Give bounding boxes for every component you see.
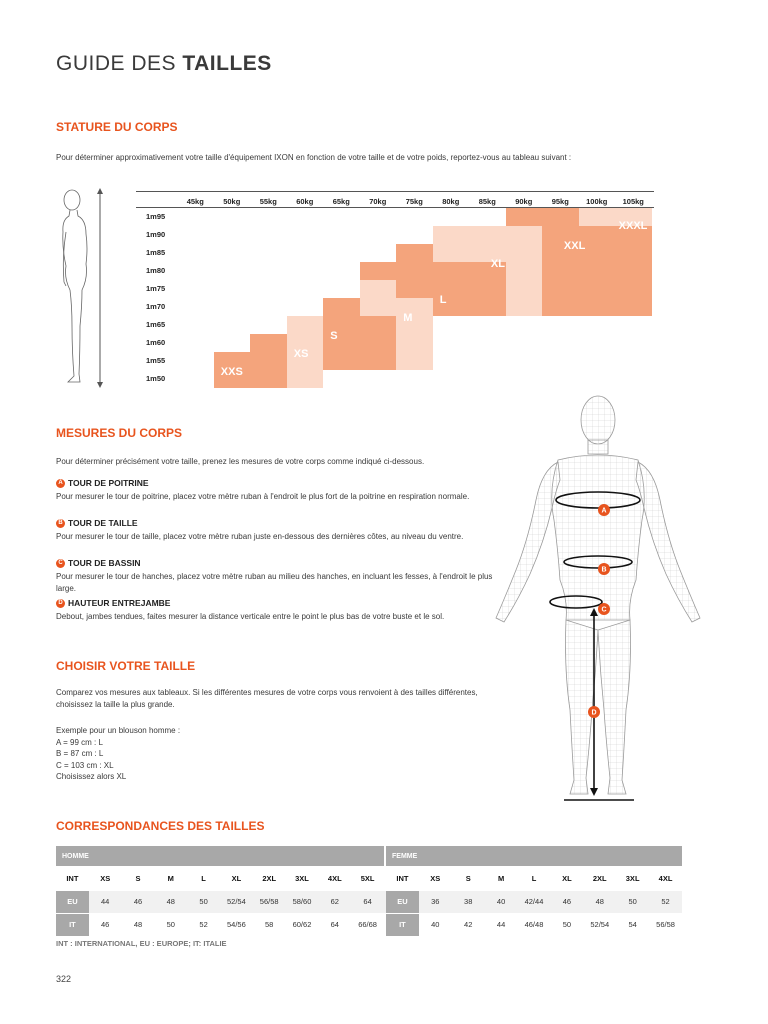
- table-cell: 50: [628, 897, 637, 906]
- table-cell: 52/54: [227, 897, 246, 906]
- table-cell: 3XL: [295, 874, 309, 883]
- table-cell: XS: [430, 874, 441, 883]
- marker-b-text: B: [601, 566, 607, 574]
- weight-label: 60kg: [296, 197, 314, 206]
- table-cell: 44: [496, 920, 506, 929]
- measure-a-title: [56, 478, 149, 488]
- table-cell: 56/58: [259, 897, 279, 906]
- table-footnote: INT : INTERNATIONAL, EU : EUROPE; IT: ITALIE: [56, 939, 227, 948]
- choisir-example: [56, 725, 256, 783]
- measure-a-text: Pour mesurer le tour de poitrine, placez votre mètre ruban à l'endroit le plus fort de la poitrine en respiration normale.: [56, 492, 470, 501]
- page-title-bold: TAILLES: [182, 52, 272, 75]
- height-label: 1m70: [146, 302, 166, 311]
- weight-label: 50kg: [223, 197, 241, 206]
- badge-d-icon: D: [56, 599, 65, 608]
- table-cell: XS: [100, 874, 111, 883]
- table-cell: 56/58: [656, 920, 675, 929]
- example-line: A = 99 cm : L: [56, 737, 103, 747]
- example-line: C = 103 cm : XL: [56, 760, 114, 770]
- height-label: 1m50: [146, 374, 166, 383]
- weight-label: 85kg: [478, 197, 496, 206]
- stature-intro: Pour déterminer approximativement votre taille d'équipement IXON en fonction de votre taille et de votre poids, reportez-vous au tableau suivant :: [56, 153, 572, 162]
- table-cell: 46: [562, 897, 572, 906]
- table-cell: 42: [464, 920, 473, 929]
- table-cell: 3XL: [625, 874, 640, 883]
- size-block-xs: [287, 316, 324, 334]
- table-row-it: [56, 914, 682, 936]
- body-silhouette-icon: [52, 186, 112, 396]
- femme-group-header: FEMME: [386, 846, 682, 866]
- height-label: 1m80: [146, 266, 166, 275]
- measure-c-label: TOUR DE BASSIN: [68, 558, 141, 568]
- row-header: IT: [56, 914, 89, 936]
- table-cell: 5XL: [360, 874, 375, 883]
- table-cell: L: [201, 874, 206, 883]
- homme-group-header: HOMME: [56, 846, 384, 866]
- height-label: 1m75: [146, 284, 166, 293]
- table-cell: 38: [464, 897, 473, 906]
- stature-chart: [136, 191, 654, 391]
- table-row-int: [56, 868, 682, 890]
- table-cell: 54/56: [227, 920, 246, 929]
- example-line: B = 87 cm : L: [56, 749, 104, 758]
- table-cell: M: [167, 874, 174, 883]
- marker-c-text: C: [601, 606, 607, 614]
- badge-c-icon: C: [56, 559, 65, 568]
- weight-label: 65kg: [332, 197, 350, 206]
- table-cell: 40: [496, 897, 506, 906]
- table-cell: 36: [431, 897, 440, 906]
- weight-label: 45kg: [186, 197, 204, 206]
- badge-b-icon: B: [56, 519, 65, 528]
- measure-a-label: TOUR DE POITRINE: [68, 478, 149, 488]
- size-block-m: [360, 280, 397, 298]
- table-cell: 50: [166, 920, 175, 929]
- choisir-heading: CHOISIR VOTRE TAILLE: [56, 659, 196, 673]
- height-label: 1m60: [146, 338, 166, 347]
- table-cell: 58: [265, 920, 274, 929]
- size-label-xl: XL: [490, 257, 505, 270]
- measure-c-title: [56, 558, 141, 568]
- table-cell: L: [531, 874, 537, 883]
- measure-b-label: TOUR DE TAILLE: [68, 518, 138, 528]
- height-label: 1m85: [146, 248, 166, 257]
- row-header: IT: [386, 914, 419, 936]
- example-line: Exemple pour un blouson homme :: [56, 726, 181, 735]
- table-cell: 50: [199, 897, 208, 906]
- table-cell: 2XL: [592, 874, 607, 883]
- table-cell: S: [135, 874, 141, 883]
- size-block-s: [323, 298, 360, 316]
- page-title: [56, 52, 272, 76]
- table-cell: 42/44: [524, 897, 544, 906]
- table-cell: 4XL: [327, 874, 342, 883]
- table-cell: 52: [199, 920, 208, 929]
- choisir-text: Comparez vos mesures aux tableaux. Si les différentes mesures de votre corps vous renvoient à des tailles différentes, choisissez la taille la plus grande.: [56, 688, 478, 709]
- table-cell: 52/54: [590, 920, 610, 929]
- chart-top-rule: [136, 191, 654, 192]
- measure-b-text: Pour mesurer le tour de taille, placez votre mètre ruban juste en-dessous des dernières côtes, au niveau du ventre.: [56, 532, 464, 541]
- row-header: INT: [66, 874, 79, 883]
- table-cell: XL: [231, 874, 242, 883]
- table-cell: XL: [562, 874, 572, 883]
- table-cell: 52: [661, 897, 670, 906]
- measure-d-label: HAUTEUR ENTREJAMBE: [68, 598, 171, 608]
- table-cell: 46: [133, 897, 143, 906]
- height-label: 1m90: [146, 230, 166, 239]
- marker-d-text: D: [591, 709, 597, 717]
- table-cell: 46/48: [524, 920, 544, 929]
- table-cell: 48: [133, 920, 143, 929]
- measure-d-text: Debout, jambes tendues, faites mesurer la distance verticale entre le point le plus bas de votre buste et le sol.: [56, 612, 445, 621]
- weight-label: 100kg: [586, 197, 608, 206]
- badge-a-icon: A: [56, 479, 65, 488]
- height-label: 1m95: [146, 212, 166, 221]
- stature-heading: STATURE DU CORPS: [56, 120, 178, 134]
- table-cell: 64: [363, 897, 372, 906]
- measure-d-title: [56, 598, 170, 608]
- table-cell: 4XL: [658, 874, 673, 883]
- height-label: 1m55: [146, 356, 166, 365]
- height-label: 1m65: [146, 320, 166, 329]
- size-label-l: L: [439, 293, 447, 306]
- example-line: Choisissez alors XL: [56, 772, 127, 781]
- row-header: EU: [386, 891, 419, 913]
- size-block-l: [396, 244, 433, 262]
- weight-label: 75kg: [405, 197, 423, 206]
- body-figure-illustration: [478, 390, 718, 810]
- table-row-eu: [56, 891, 682, 913]
- measure-b-title: [56, 518, 138, 528]
- size-block-xl: [433, 226, 543, 244]
- size-label-xs: XS: [293, 347, 309, 360]
- size-label-xxs: XXS: [220, 365, 243, 378]
- size-label-xxxl: XXXL: [618, 219, 648, 232]
- page-title-light: GUIDE DES: [56, 52, 183, 75]
- table-cell: 40: [431, 920, 440, 929]
- table-cell: 54: [628, 920, 637, 929]
- table-cell: 44: [101, 897, 110, 906]
- table-cell: 2XL: [262, 874, 277, 883]
- weight-label: 80kg: [442, 197, 460, 206]
- table-cell: 50: [562, 920, 572, 929]
- marker-a-text: A: [601, 507, 607, 515]
- weight-label: 95kg: [551, 197, 569, 206]
- size-label-xxl: XXL: [563, 239, 586, 252]
- table-cell: 48: [595, 897, 604, 906]
- weight-label: 55kg: [259, 197, 277, 206]
- table-cell: M: [497, 874, 505, 883]
- mesures-intro: Pour déterminer précisément votre taille, prenez les mesures de votre corps comme indiqué ci-dessous.: [56, 457, 425, 466]
- table-cell: 58/60: [292, 897, 312, 906]
- measure-c-text: Pour mesurer le tour de hanches, placez votre mètre ruban au milieu des hanches, en incluant les fesses, à l'endroit le plus large.: [56, 572, 493, 593]
- table-cell: 64: [330, 920, 339, 929]
- correspondances-heading: CORRESPONDANCES DES TAILLES: [56, 819, 265, 833]
- row-header: EU: [56, 891, 89, 913]
- page-number: 322: [56, 974, 72, 984]
- table-cell: S: [465, 874, 471, 883]
- table-cell: 48: [166, 897, 175, 906]
- table-cell: 62: [330, 897, 339, 906]
- size-block-xxs: [250, 334, 287, 352]
- table-cell: 60/62: [292, 920, 312, 929]
- table-cell: 46: [101, 920, 110, 929]
- weight-label: 90kg: [515, 197, 533, 206]
- size-label-m: M: [403, 311, 413, 324]
- weight-label: 105kg: [622, 197, 644, 206]
- row-header: INT: [396, 874, 409, 883]
- table-cell: 66/68: [358, 920, 377, 929]
- size-label-s: S: [330, 329, 338, 342]
- mesures-heading: MESURES DU CORPS: [56, 426, 183, 440]
- weight-label: 70kg: [369, 197, 387, 206]
